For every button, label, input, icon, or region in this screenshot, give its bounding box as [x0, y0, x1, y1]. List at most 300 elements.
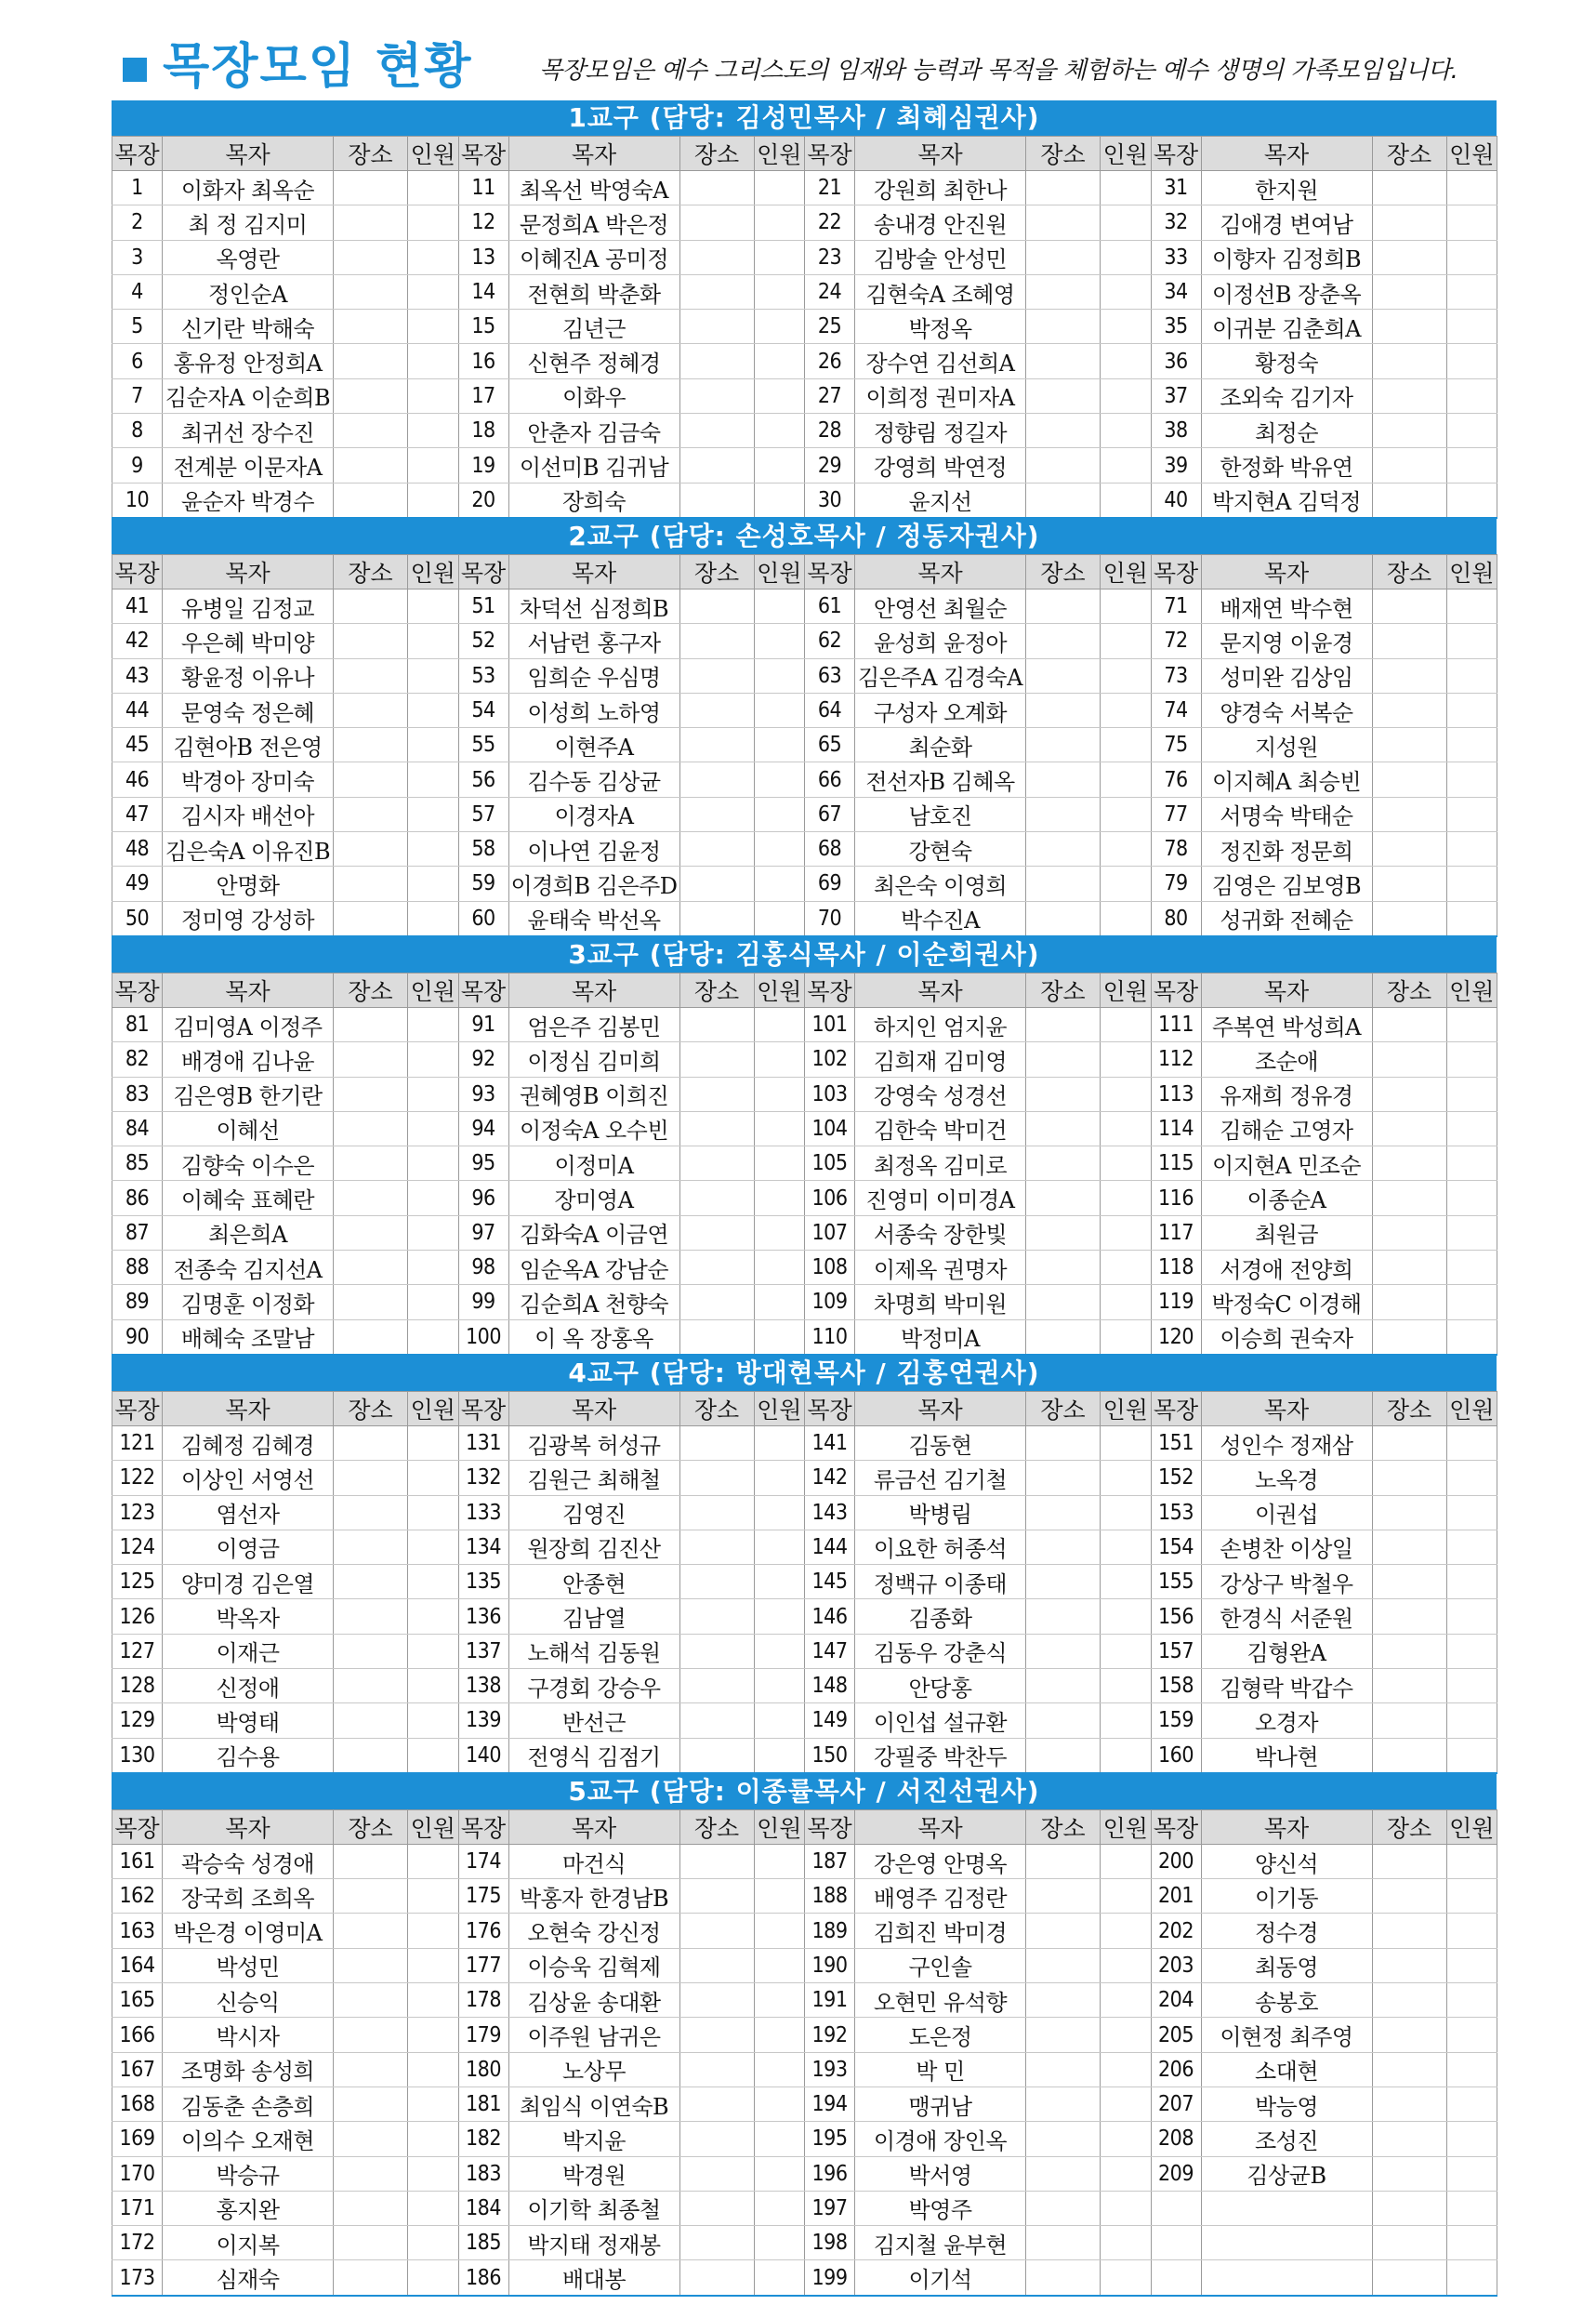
leader-name: 이선미B 김귀남 [508, 448, 679, 483]
column-header: 목자 [855, 137, 1026, 171]
place-cell [1026, 1146, 1101, 1181]
place-cell [334, 589, 408, 623]
leader-name: 이승희 권숙자 [1201, 1319, 1372, 1355]
count-cell [1446, 1146, 1497, 1181]
count-cell [408, 1425, 459, 1460]
count-cell [408, 1077, 459, 1111]
place-cell [1026, 1495, 1101, 1530]
count-cell [754, 797, 805, 831]
leader-name: 이인섭 설규환 [855, 1703, 1026, 1738]
group-number: 148 [805, 1668, 855, 1702]
place-cell [1026, 448, 1101, 483]
group-number: 204 [1151, 1983, 1201, 2018]
place-cell [334, 1425, 408, 1460]
place-cell [1026, 205, 1101, 240]
count-cell [1446, 1983, 1497, 2018]
leader-name: 홍유정 안정희A [163, 344, 334, 378]
group-number: 26 [805, 344, 855, 378]
count-cell [1101, 589, 1152, 623]
column-header: 인원 [1446, 973, 1497, 1007]
count-cell [754, 240, 805, 274]
place-cell [1372, 1111, 1446, 1146]
count-cell [754, 867, 805, 901]
group-number: 48 [112, 832, 163, 867]
leader-name: 안영선 최월순 [855, 589, 1026, 623]
place-cell [1372, 171, 1446, 205]
count-cell [754, 1948, 805, 1982]
group-number: 70 [805, 901, 855, 936]
place-cell [1026, 2226, 1101, 2260]
count-cell [1446, 1738, 1497, 1773]
leader-name: 김동우 강춘식 [855, 1634, 1026, 1668]
count-cell [1446, 1215, 1497, 1250]
place-cell [1372, 1599, 1446, 1634]
count-cell [1101, 1948, 1152, 1982]
group-number: 118 [1151, 1251, 1201, 1285]
count-cell [1101, 1285, 1152, 1319]
count-cell [754, 1319, 805, 1355]
place-cell [1026, 1914, 1101, 1948]
place-cell [679, 762, 754, 797]
leader-name: 임희순 우심명 [508, 658, 679, 693]
count-cell [1446, 2018, 1497, 2052]
group-number: 186 [458, 2260, 508, 2296]
group-number: 55 [458, 728, 508, 762]
count-cell [408, 2226, 459, 2260]
group-number: 65 [805, 728, 855, 762]
place-cell [679, 414, 754, 448]
leader-name: 이정심 김미희 [508, 1042, 679, 1077]
table-row [112, 2260, 1497, 2296]
leader-name: 구경회 강승우 [508, 1668, 679, 1702]
group-number: 145 [805, 1565, 855, 1599]
column-header: 목장 [1151, 554, 1201, 589]
count-cell [408, 1285, 459, 1319]
count-cell [754, 205, 805, 240]
place-cell [679, 1634, 754, 1668]
leader-name: 임순옥A 강남순 [508, 1251, 679, 1285]
place-cell [334, 2122, 408, 2156]
leader-name: 서종숙 장한빛 [855, 1215, 1026, 1250]
group-number: 113 [1151, 1077, 1201, 1111]
count-cell [408, 867, 459, 901]
leader-name: 송봉호 [1201, 1983, 1372, 2018]
place-cell [1372, 1461, 1446, 1495]
leader-name: 윤순자 박경수 [163, 483, 334, 518]
table-row [112, 2052, 1497, 2086]
place-cell [679, 1948, 754, 1982]
place-cell [679, 240, 754, 274]
count-cell [408, 205, 459, 240]
count-cell [754, 1879, 805, 1914]
group-number: 95 [458, 1146, 508, 1181]
group-number: 144 [805, 1530, 855, 1564]
group-number: 154 [1151, 1530, 1201, 1564]
column-header: 목장 [458, 1391, 508, 1425]
column-header: 장소 [1372, 973, 1446, 1007]
leader-name: 윤태숙 박선옥 [508, 901, 679, 936]
table-row [112, 2191, 1497, 2225]
leader-name: 유병일 김정교 [163, 589, 334, 623]
place-cell [334, 1914, 408, 1948]
table-row [112, 2086, 1497, 2121]
place-cell [1026, 1844, 1101, 1878]
leader-name: 김년근 [508, 310, 679, 344]
group-number: 130 [112, 1738, 163, 1773]
count-cell [754, 1668, 805, 1702]
group-number: 77 [1151, 797, 1201, 831]
leader-name: 오현민 유석향 [855, 1983, 1026, 2018]
count-cell [754, 344, 805, 378]
leader-name: 김지철 윤부현 [855, 2226, 1026, 2260]
group-number: 120 [1151, 1319, 1201, 1355]
count-cell [754, 1251, 805, 1285]
place-cell [1026, 2156, 1101, 2191]
count-cell [1101, 414, 1152, 448]
count-cell [1101, 1634, 1152, 1668]
place-cell [334, 240, 408, 274]
count-cell [408, 1181, 459, 1215]
leader-name: 남호진 [855, 797, 1026, 831]
group-number: 115 [1151, 1146, 1201, 1181]
table-row [112, 1285, 1497, 1319]
group-number: 102 [805, 1042, 855, 1077]
group-number: 175 [458, 1879, 508, 1914]
count-cell [1446, 274, 1497, 309]
count-cell [1446, 624, 1497, 658]
place-cell [679, 901, 754, 936]
place-cell [1372, 240, 1446, 274]
group-number: 131 [458, 1425, 508, 1460]
place-cell [1026, 414, 1101, 448]
count-cell [1446, 1251, 1497, 1285]
place-cell [334, 1007, 408, 1041]
group-number: 103 [805, 1077, 855, 1111]
count-cell [754, 2260, 805, 2296]
leader-name: 장희숙 [508, 483, 679, 518]
group-number: 172 [112, 2226, 163, 2260]
group-number: 57 [458, 797, 508, 831]
column-header: 인원 [1101, 554, 1152, 589]
leader-name: 양신석 [1201, 1844, 1372, 1878]
leader-name: 장국희 조희옥 [163, 1879, 334, 1914]
group-number: 44 [112, 693, 163, 727]
leader-name: 김형락 박갑수 [1201, 1668, 1372, 1702]
place-cell [1026, 1668, 1101, 1702]
group-number: 168 [112, 2086, 163, 2121]
column-header: 인원 [408, 1809, 459, 1844]
count-cell [754, 1425, 805, 1460]
place-cell [1026, 1215, 1101, 1250]
place-cell [679, 448, 754, 483]
count-cell [408, 1948, 459, 1982]
leader-name: 이영금 [163, 1530, 334, 1564]
group-number: 185 [458, 2226, 508, 2260]
leader-name: 김동현 [855, 1425, 1026, 1460]
table-row [112, 1042, 1497, 1077]
leader-name: 박정옥 [855, 310, 1026, 344]
group-number: 38 [1151, 414, 1201, 448]
leader-name: 조외숙 김기자 [1201, 378, 1372, 413]
leader-name: 김상균B [1201, 2156, 1372, 2191]
column-header: 목장 [1151, 973, 1201, 1007]
table-row [112, 1251, 1497, 1285]
leader-name: 노해석 김동원 [508, 1634, 679, 1668]
place-cell [334, 832, 408, 867]
count-cell [1101, 344, 1152, 378]
column-header: 장소 [1026, 137, 1101, 171]
group-number: 104 [805, 1111, 855, 1146]
leader-name [1201, 2191, 1372, 2225]
place-cell [334, 1668, 408, 1702]
leader-name: 구인솔 [855, 1948, 1026, 1982]
count-cell [754, 1634, 805, 1668]
leader-name: 손병찬 이상일 [1201, 1530, 1372, 1564]
count-cell [754, 624, 805, 658]
leader-name: 배재연 박수현 [1201, 589, 1372, 623]
leader-name: 서명숙 박태순 [1201, 797, 1372, 831]
count-cell [1101, 693, 1152, 727]
group-number: 149 [805, 1703, 855, 1738]
leader-name: 양미경 김은열 [163, 1565, 334, 1599]
column-header: 목장 [805, 137, 855, 171]
leader-name: 조명화 송성희 [163, 2052, 334, 2086]
group-number: 151 [1151, 1425, 1201, 1460]
group-number: 165 [112, 1983, 163, 2018]
place-cell [334, 901, 408, 936]
table-header-row [112, 1809, 1497, 1844]
count-cell [408, 1703, 459, 1738]
count-cell [1101, 1007, 1152, 1041]
leader-name: 최은숙 이영희 [855, 867, 1026, 901]
count-cell [754, 693, 805, 727]
count-cell [408, 274, 459, 309]
leader-name: 김미영A 이정주 [163, 1007, 334, 1041]
table-row [112, 1914, 1497, 1948]
group-number: 128 [112, 1668, 163, 1702]
count-cell [754, 1844, 805, 1878]
count-cell [754, 378, 805, 413]
leader-name: 이 옥 장홍옥 [508, 1319, 679, 1355]
district-section [112, 937, 1497, 1356]
count-cell [408, 589, 459, 623]
place-cell [1026, 1634, 1101, 1668]
leader-name: 배대봉 [508, 2260, 679, 2296]
count-cell [754, 310, 805, 344]
place-cell [1026, 2052, 1101, 2086]
place-cell [1372, 1565, 1446, 1599]
count-cell [408, 378, 459, 413]
column-header: 목자 [855, 1391, 1026, 1425]
place-cell [679, 1285, 754, 1319]
place-cell [1372, 274, 1446, 309]
group-number: 176 [458, 1914, 508, 1948]
place-cell [1026, 2191, 1101, 2225]
table-row [112, 658, 1497, 693]
place-cell [334, 1530, 408, 1564]
count-cell [408, 1146, 459, 1181]
leader-name: 홍지완 [163, 2191, 334, 2225]
place-cell [1372, 1844, 1446, 1878]
place-cell [334, 1565, 408, 1599]
count-cell [1446, 2226, 1497, 2260]
column-header: 목자 [855, 1809, 1026, 1844]
table-row [112, 483, 1497, 518]
square-bullet-icon [123, 58, 147, 82]
place-cell [1026, 1983, 1101, 2018]
place-cell [1026, 1181, 1101, 1215]
column-header: 인원 [1101, 137, 1152, 171]
place-cell [1026, 2018, 1101, 2052]
count-cell [1101, 1914, 1152, 1948]
leader-name: 김광복 허성규 [508, 1425, 679, 1460]
column-header: 목장 [805, 1809, 855, 1844]
leader-name: 주복연 박성희A [1201, 1007, 1372, 1041]
leader-name: 정인순A [163, 274, 334, 309]
group-number: 142 [805, 1461, 855, 1495]
count-cell [1446, 832, 1497, 867]
group-number: 21 [805, 171, 855, 205]
place-cell [1372, 797, 1446, 831]
group-number: 78 [1151, 832, 1201, 867]
group-number: 105 [805, 1146, 855, 1181]
column-header: 인원 [754, 554, 805, 589]
leader-name: 성인수 정재삼 [1201, 1425, 1372, 1460]
count-cell [1446, 1461, 1497, 1495]
count-cell [1446, 171, 1497, 205]
group-number: 117 [1151, 1215, 1201, 1250]
group-number: 76 [1151, 762, 1201, 797]
leader-name: 최귀선 장수진 [163, 414, 334, 448]
leader-name: 강상구 박철우 [1201, 1565, 1372, 1599]
group-number: 100 [458, 1319, 508, 1355]
group-number: 136 [458, 1599, 508, 1634]
count-cell [1101, 1565, 1152, 1599]
column-header: 목자 [163, 973, 334, 1007]
leader-name: 이혜선 [163, 1111, 334, 1146]
place-cell [334, 1703, 408, 1738]
count-cell [1101, 240, 1152, 274]
table-row [112, 310, 1497, 344]
group-number: 174 [458, 1844, 508, 1878]
table-row [112, 1181, 1497, 1215]
place-cell [679, 1461, 754, 1495]
leader-name: 박정숙C 이경해 [1201, 1285, 1372, 1319]
place-cell [1372, 762, 1446, 797]
column-header: 인원 [1101, 1391, 1152, 1425]
column-header: 인원 [1446, 554, 1497, 589]
place-cell [1372, 2086, 1446, 2121]
place-cell [679, 1181, 754, 1215]
leader-name: 이요한 허종석 [855, 1530, 1026, 1564]
table-row [112, 1738, 1497, 1773]
place-cell [334, 2018, 408, 2052]
table-row [112, 1111, 1497, 1146]
place-cell [1372, 658, 1446, 693]
table-row [112, 240, 1497, 274]
count-cell [754, 2156, 805, 2191]
count-cell [408, 2260, 459, 2296]
group-number: 9 [112, 448, 163, 483]
table-row [112, 797, 1497, 831]
leader-name: 서남련 홍구자 [508, 624, 679, 658]
count-cell [1101, 274, 1152, 309]
group-number: 112 [1151, 1042, 1201, 1077]
place-cell [1026, 1111, 1101, 1146]
group-number: 191 [805, 1983, 855, 2018]
count-cell [408, 1042, 459, 1077]
group-number: 188 [805, 1879, 855, 1914]
district-section [112, 1774, 1497, 2297]
count-cell [1101, 1319, 1152, 1355]
leader-name: 김원근 최해철 [508, 1461, 679, 1495]
leader-name: 구성자 오계화 [855, 693, 1026, 727]
place-cell [1372, 1703, 1446, 1738]
leader-name: 이나연 김윤정 [508, 832, 679, 867]
group-number: 8 [112, 414, 163, 448]
count-cell [754, 1215, 805, 1250]
count-cell [1446, 1668, 1497, 1702]
leader-name: 박지윤 [508, 2122, 679, 2156]
leader-name: 황정숙 [1201, 344, 1372, 378]
group-number: 196 [805, 2156, 855, 2191]
group-number: 68 [805, 832, 855, 867]
place-cell [334, 414, 408, 448]
count-cell [408, 797, 459, 831]
district-table [112, 1809, 1497, 2297]
group-number: 62 [805, 624, 855, 658]
count-cell [408, 1879, 459, 1914]
place-cell [1372, 1879, 1446, 1914]
count-cell [754, 1042, 805, 1077]
leader-name: 엄은주 김봉민 [508, 1007, 679, 1041]
place-cell [679, 832, 754, 867]
count-cell [754, 901, 805, 936]
count-cell [1101, 1111, 1152, 1146]
leader-name: 배경애 김나윤 [163, 1042, 334, 1077]
group-number: 124 [112, 1530, 163, 1564]
leader-name: 이권섭 [1201, 1495, 1372, 1530]
group-number: 25 [805, 310, 855, 344]
leader-name: 전현희 박춘화 [508, 274, 679, 309]
leader-name: 배영주 김정란 [855, 1879, 1026, 1914]
district-banner: 4교구 (담당: 방대현목사 / 김홍연권사) [112, 1356, 1497, 1391]
group-number: 17 [458, 378, 508, 413]
leader-name: 안종현 [508, 1565, 679, 1599]
count-cell [408, 658, 459, 693]
leader-name: 김한숙 박미건 [855, 1111, 1026, 1146]
table-row [112, 1461, 1497, 1495]
group-number: 155 [1151, 1565, 1201, 1599]
count-cell [1101, 1599, 1152, 1634]
count-cell [754, 1565, 805, 1599]
group-number: 13 [458, 240, 508, 274]
place-cell [1372, 2191, 1446, 2225]
count-cell [754, 762, 805, 797]
place-cell [679, 1844, 754, 1878]
count-cell [1101, 728, 1152, 762]
group-number: 163 [112, 1914, 163, 1948]
group-number: 14 [458, 274, 508, 309]
leader-name: 이상인 서영선 [163, 1461, 334, 1495]
leader-name: 최은희A [163, 1215, 334, 1250]
group-number: 158 [1151, 1668, 1201, 1702]
place-cell [334, 1948, 408, 1982]
leader-name: 최정옥 김미로 [855, 1146, 1026, 1181]
district-banner: 3교구 (담당: 김홍식목사 / 이순희권사) [112, 937, 1497, 973]
group-number: 119 [1151, 1285, 1201, 1319]
place-cell [1372, 901, 1446, 936]
